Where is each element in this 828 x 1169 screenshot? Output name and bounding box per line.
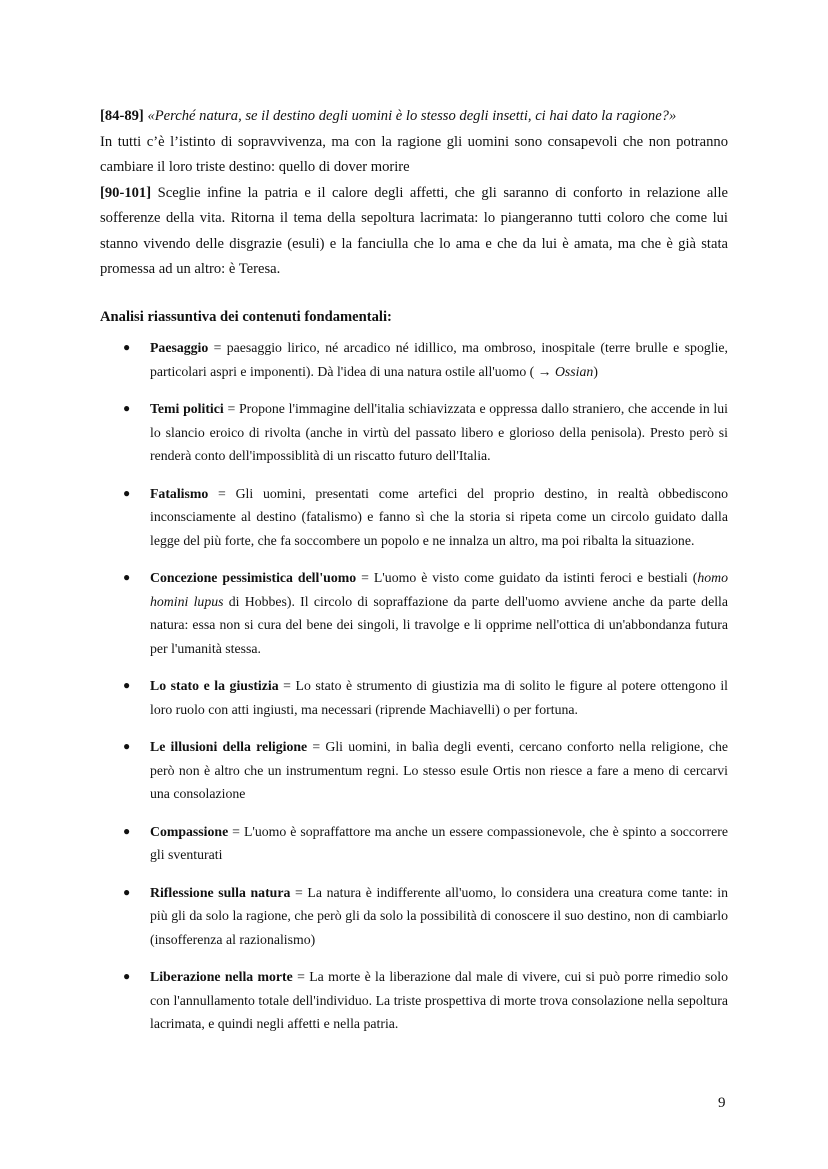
item-text: = paesaggio lirico, né arcadico né idillico, ma ombroso, inospitale (terre brulle e spoglie, particolari aspri e imponenti). Dà l'idea di una natura ostile all'uomo ( → [150, 340, 728, 379]
list-item [100, 735, 728, 806]
item-term: Riflessione sulla natura [150, 884, 291, 900]
item-term: Concezione pessimistica dell'uomo [150, 570, 357, 585]
item-term: Le illusioni della religione [150, 739, 308, 754]
bullet-icon: ● [123, 884, 131, 899]
section-heading: Analisi riassuntiva dei contenuti fondamentali: [100, 308, 392, 325]
item-emphasis: homo homini lupus [150, 570, 729, 609]
item-term: Temi politici [150, 401, 224, 416]
item-text: = Propone l'immagine dell'italia schiavizzata e oppressa dallo straniero, che accende in lui lo slancio eroico di rivolta (anche in virtù del passato libero e glorioso della penisola). Presto però si renderà conto dell'impossiblità di un riscatto futuro dell'Italia. [150, 401, 728, 463]
quote: «Perché natura, se il destino degli uomini è lo stesso degli insetti, ci hai dato la ragione?» [147, 108, 677, 124]
list-item [100, 965, 728, 1036]
verse-ref: [90-101] [100, 184, 152, 201]
list-item [100, 566, 728, 660]
summary-list [100, 336, 728, 1036]
item-text: = Gli uomini, presentati come artefici del proprio destino, in realtà obbediscono inconsciamente al destino (fatalismo) e fanno sì che la storia si ripeta come un circolo guidato dalla legge del più forte, che fa soccombere un popolo e ne innalza un altro, ma poi ribalta la situazione. [150, 485, 728, 548]
item-text-tail: di Hobbes). Il circolo di sopraffazione da parte dell'uomo avviene anche da parte della natura: essa non si cura del bene dei singoli, li travolge e li opprime nell'ottica di un'abbondanza futura per l'umanità stessa. [150, 593, 728, 656]
intro-paragraph-1 [100, 104, 728, 283]
list-item [100, 881, 728, 952]
bullet-icon: ● [123, 570, 131, 584]
item-text: = La natura è indifferente all'uomo, lo considera una creatura come tante: in più gli da solo la ragione, che però gli da solo la possibilità di conoscere il suo destino, non di cambiarlo (insofferenza al razionalismo) [150, 884, 728, 947]
item-emphasis: Ossian [554, 363, 594, 379]
bullet-icon: ● [123, 340, 131, 354]
list-item [100, 336, 728, 383]
item-text: = Lo stato è strumento di giustizia ma di solito le figure al potere ottengono il loro ruolo con atti ingiusti, ma necessari (riprende Machiavelli) o per fortuna. [150, 678, 728, 717]
item-text-tail: ) [593, 363, 598, 379]
bullet-icon: ● [123, 678, 131, 692]
bullet-icon: ● [123, 739, 131, 753]
list-item [100, 482, 728, 553]
list-item [100, 397, 728, 468]
document-page [100, 104, 728, 1050]
intro-text: In tutti c’è l’istinto di sopravvivenza, ma con la ragione gli uomini sono consapevoli che non potranno cambiare il loro triste destino: quello di dover morire [100, 133, 728, 175]
page-number: 9 [718, 1095, 726, 1111]
list-item [100, 674, 728, 721]
item-term: Liberazione nella morte [150, 969, 293, 984]
item-term: Lo stato e la giustizia [150, 678, 279, 693]
bullet-icon: ● [123, 969, 131, 983]
item-text: = L'uomo è visto come guidato da istinti feroci e bestiali ( [356, 570, 698, 585]
item-text: = Gli uomini, in balìa degli eventi, cercano conforto nella religione, che però non è altro che un instrumentum regni. Lo stesso esule Ortis non riesce a fare a meno di cercarvi una consolazione [150, 739, 728, 801]
item-term: Fatalismo [150, 485, 209, 501]
item-text: = L'uomo è sopraffattore ma anche un essere compassionevole, che è spinto a soccorrere gli sventurati [150, 823, 728, 862]
list-item [100, 820, 728, 867]
intro-text: Sceglie infine la patria e il calore degli affetti, che gli saranno di conforto in relazione alle sofferenze della vita. Ritorna il tema della sepoltura lacrimata: lo piangeranno tutti coloro che come lui stanno vivendo delle disgrazie (esuli) e la fanciulla che lo ama e che da lui è amata, ma che è già stata promessa ad un altro: è Teresa. [100, 184, 728, 277]
bullet-icon: ● [123, 485, 131, 500]
item-term: Paesaggio [150, 340, 209, 355]
item-term: Compassione [150, 823, 229, 839]
bullet-icon: ● [123, 401, 131, 415]
item-text: = La morte è la liberazione dal male di vivere, cui si può porre rimedio solo con l'annullamento totale dell'individuo. La triste prospettiva di morte trova consolazione nella sepoltura lacrimata, e quindi negli affetti e nella patria. [150, 969, 728, 1031]
verse-ref: [84-89] [100, 108, 144, 124]
bullet-icon: ● [123, 823, 131, 838]
